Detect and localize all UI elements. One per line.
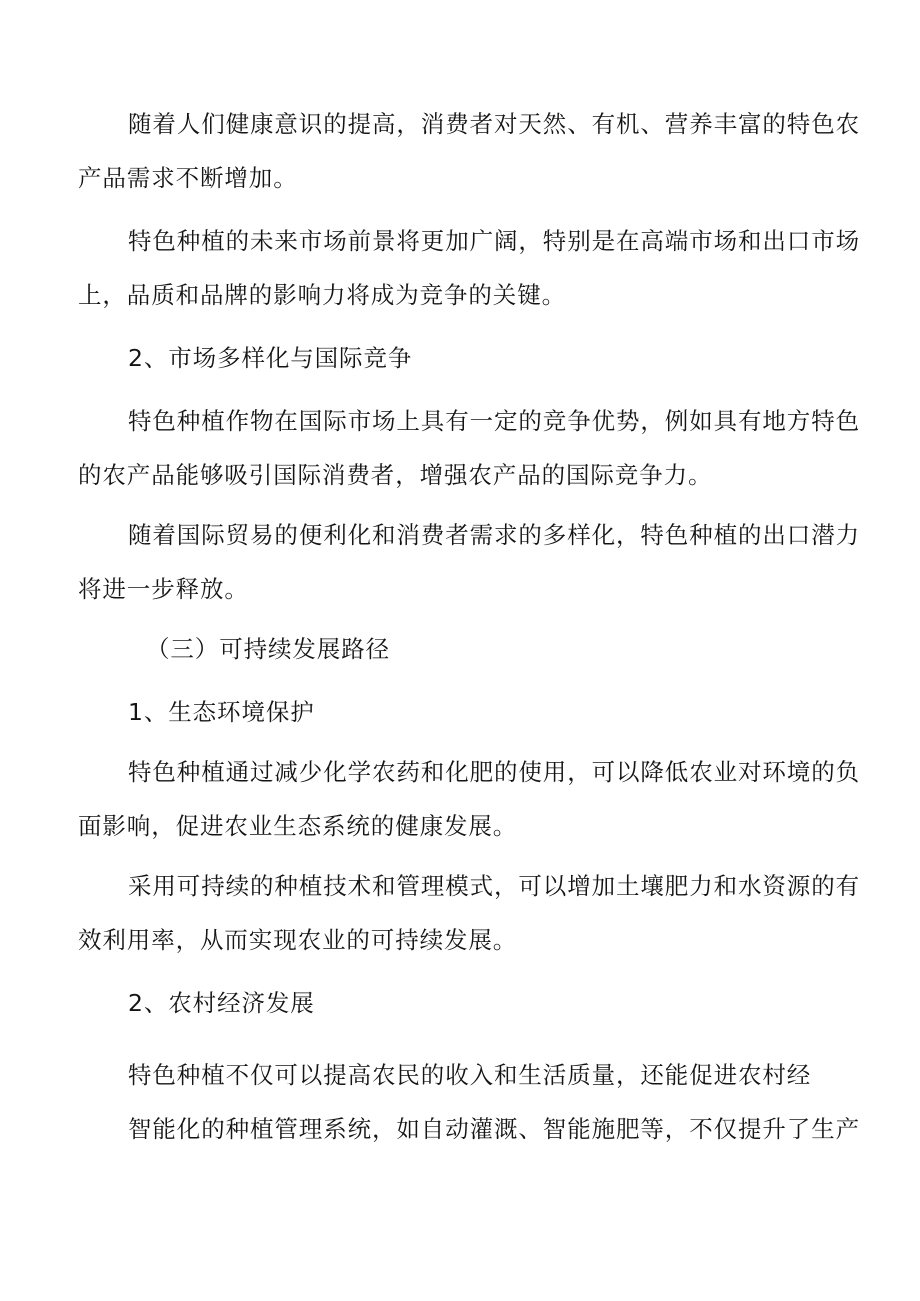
paragraph-1-line-2: 产品需求不断增加。: [78, 164, 298, 192]
paragraph-4-line-1: 随着国际贸易的便利化和消费者需求的多样化，特色种植的出口潜力: [128, 521, 860, 549]
section-heading-rural-economy: 2、农村经济发展: [128, 989, 315, 1017]
paragraph-4-line-2: 将进一步释放。: [78, 575, 249, 603]
paragraph-8-line-1: 智能化的种植管理系统，如自动灌溉、智能施肥等，不仅提升了生产: [128, 1115, 860, 1143]
paragraph-2-line-2: 上，品质和品牌的影响力将成为竞争的关键。: [78, 281, 566, 309]
paragraph-1-line-1: 随着人们健康意识的提高，消费者对天然、有机、营养丰富的特色农: [128, 110, 860, 138]
paragraph-6-line-1: 采用可持续的种植技术和管理模式，可以增加土壤肥力和水资源的有: [128, 872, 860, 900]
paragraph-7-line-1: 特色种植不仅可以提高农民的收入和生活质量，还能促进农村经: [128, 1061, 812, 1089]
section-heading-ecological-protection: 1、生态环境保护: [128, 698, 315, 726]
paragraph-5-line-1: 特色种植通过减少化学农药和化肥的使用，可以降低农业对环境的负: [128, 758, 860, 786]
section-heading-sustainable-development: （三）可持续发展路径: [146, 635, 390, 663]
paragraph-6-line-2: 效利用率，从而实现农业的可持续发展。: [78, 926, 518, 954]
section-heading-market-diversification: 2、市场多样化与国际竞争: [128, 344, 413, 372]
paragraph-3-line-2: 的农产品能够吸引国际消费者，增强农产品的国际竞争力。: [78, 461, 713, 489]
paragraph-2-line-1: 特色种植的未来市场前景将更加广阔，特别是在高端市场和出口市场: [128, 227, 860, 255]
paragraph-3-line-1: 特色种植作物在国际市场上具有一定的竞争优势，例如具有地方特色: [128, 407, 860, 435]
paragraph-5-line-2: 面影响，促进农业生态系统的健康发展。: [78, 812, 518, 840]
